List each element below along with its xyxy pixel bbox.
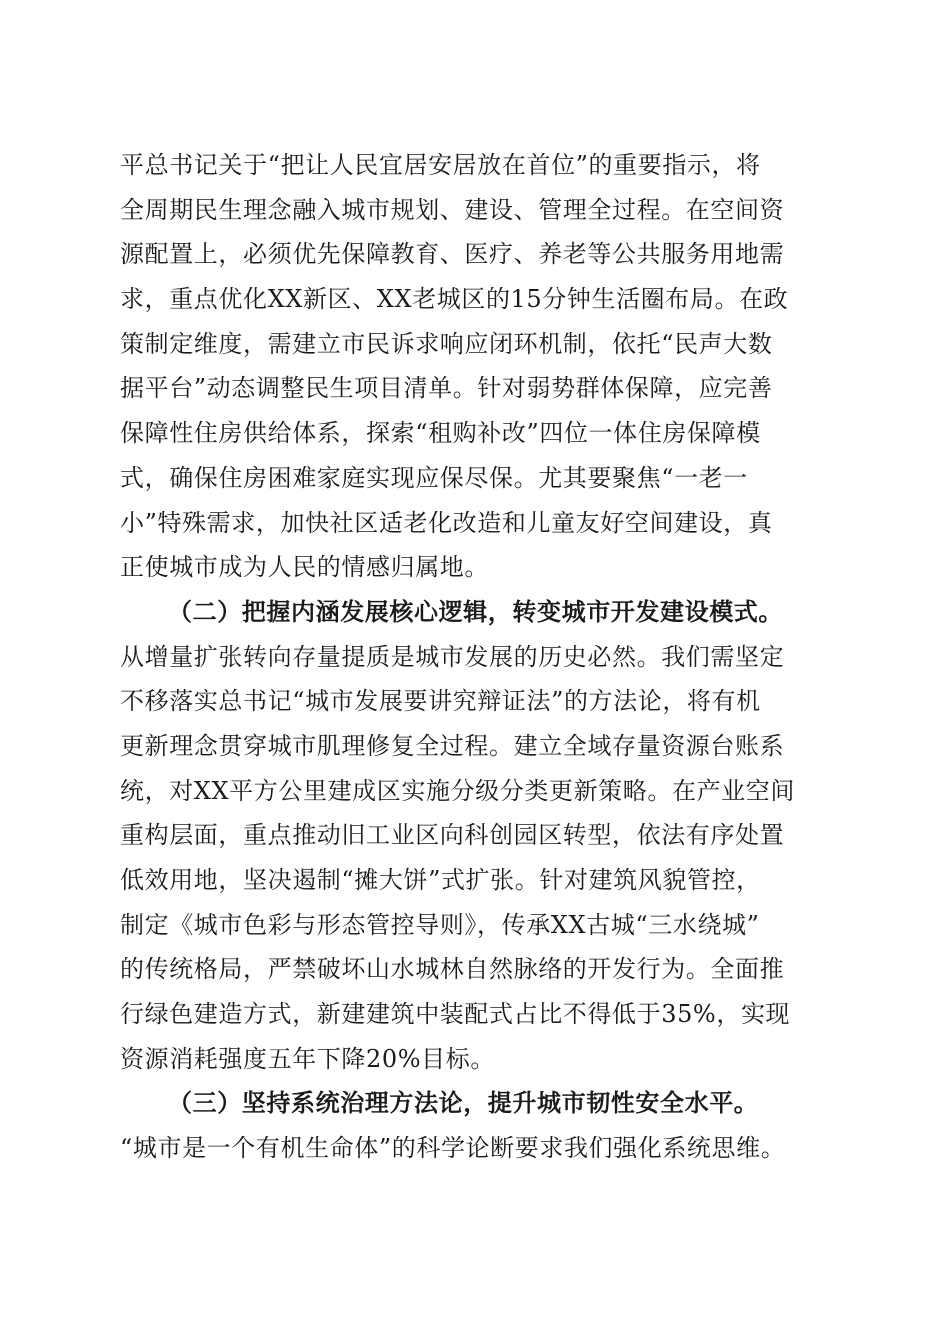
text-line: 正使城市成为人民的情感归属地。 [120, 553, 489, 582]
text-line: 保障性住房供给体系，探索“租购补改”四位一体住房保障模 [120, 419, 761, 448]
text-line: 统，对XX平方公里建成区实施分级分类更新策略。在产业空间 [120, 776, 795, 805]
text-line: 策制定维度，需建立市民诉求响应闭环机制，依托“民声大数 [120, 329, 773, 358]
section-2 [120, 590, 840, 1082]
text-line: “城市是一个有机生命体”的科学论断要求我们强化系统思维。 [120, 1134, 786, 1163]
text-line: 源配置上，必须优先保障教育、医疗、养老等公共服务用地需 [120, 240, 785, 269]
paragraph-1 [120, 143, 840, 590]
text-line: 的传统格局，严禁破坏山水城林自然脉络的开发行为。全面推 [120, 955, 785, 984]
section-3-heading: （三）坚持系统治理方法论，提升城市韧性安全水平。 [168, 1088, 759, 1118]
text-line: 资源消耗强度五年下降20%目标。 [120, 1044, 495, 1073]
text-line: 更新理念贯穿城市肌理修复全过程。建立全域存量资源台账系 [120, 731, 785, 760]
text-line: 行绿色建造方式，新建建筑中装配式占比不得低于35%，实现 [120, 1000, 791, 1029]
text-line: 平总书记关于“把让人民宜居安居放在首位”的重要指示，将 [120, 151, 761, 179]
section-3 [120, 1081, 840, 1170]
text-line: 从增量扩张转向存量提质是城市发展的历史必然。我们需坚定 [120, 642, 785, 671]
section-2-heading: （二）把握内涵发展核心逻辑，转变城市开发建设模式。 [168, 596, 783, 626]
text-line: 小”特殊需求，加快社区适老化改造和儿童友好空间建设，真 [120, 508, 773, 537]
text-line: 式，确保住房困难家庭实现应保尽保。尤其要聚焦“一老一 [120, 463, 748, 492]
text-line: 不移落实总书记“城市发展要讲究辩证法”的方法论，将有机 [120, 687, 761, 716]
text-line: 制定《城市色彩与形态管控导则》，传承XX古城“三水绕城” [120, 910, 760, 939]
text-line: 低效用地，坚决遏制“摊大饼”式扩张。针对建筑风貌管控， [120, 866, 761, 894]
text-line: 据平台”动态调整民生项目清单。针对弱势群体保障，应完善 [120, 374, 773, 403]
text-line: 重构层面，重点推动旧工业区向科创园区转型，依法有序处置 [120, 821, 785, 850]
document-body [120, 143, 840, 1171]
text-line: 全周期民生理念融入城市规划、建设、管理全过程。在空间资 [120, 195, 785, 224]
text-line: 求，重点优化XX新区、XX老城区的15分钟生活圈布局。在政 [120, 285, 789, 314]
